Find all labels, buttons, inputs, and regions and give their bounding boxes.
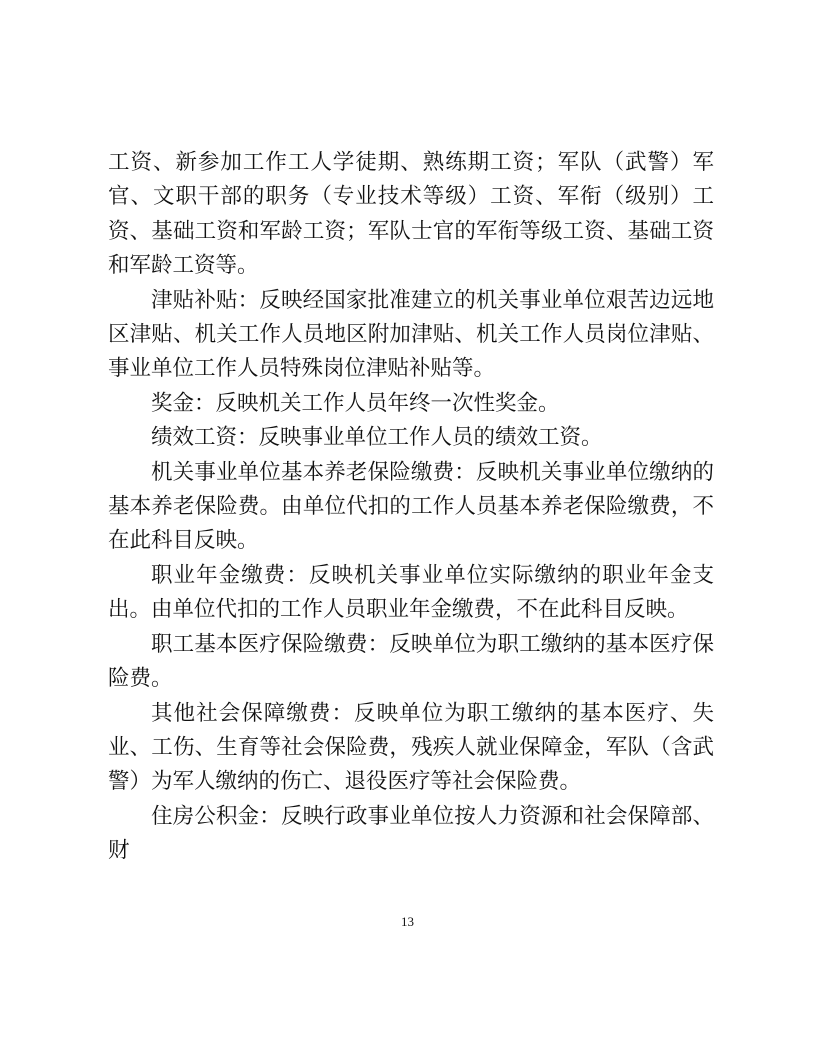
paragraph-occupational-annuity: 职业年金缴费：反映机关事业单位实际缴纳的职业年金支出。由单位代扣的工作人员职业年金缴费，不在此科目反映。 [108, 562, 714, 623]
paragraph-bonus: 奖金：反映机关工作人员年终一次性奖金。 [151, 390, 560, 416]
paragraph-allowances: 津贴补贴：反映经国家批准建立的机关事业单位艰苦边远地区津贴、机关工作人员地区附加津贴、机关工作人员岗位津贴、事业单位工作人员特殊岗位津贴补贴等。 [108, 287, 714, 382]
paragraph-salary-continued: 工资、新参加工作工人学徒期、熟练期工资；军队（武警）军官、文职干部的职务（专业技术等级）工资、军衔（级别）工资、基础工资和军龄工资；军队士官的军衔等级工资、基础工资和军龄工资等。 [108, 150, 714, 279]
paragraph-housing-fund: 住房公积金：反映行政事业单位按人力资源和社会保障部、财 [108, 803, 714, 864]
paragraph-medical-insurance: 职工基本医疗保险缴费：反映单位为职工缴纳的基本医疗保险费。 [108, 631, 714, 692]
paragraph-other-social-security: 其他社会保障缴费：反映单位为职工缴纳的基本医疗、失业、工伤、生育等社会保险费，残疾人就业保障金，军队（含武警）为军人缴纳的伤亡、退役医疗等社会保险费。 [108, 700, 714, 795]
paragraph-pension-insurance: 机关事业单位基本养老保险缴费：反映机关事业单位缴纳的基本养老保险费。由单位代扣的工作人员基本养老保险缴费，不在此科目反映。 [108, 459, 714, 554]
document-body [108, 146, 714, 869]
page-number: 13 [401, 914, 414, 929]
paragraph-performance-pay: 绩效工资：反映事业单位工作人员的绩效工资。 [151, 425, 603, 451]
